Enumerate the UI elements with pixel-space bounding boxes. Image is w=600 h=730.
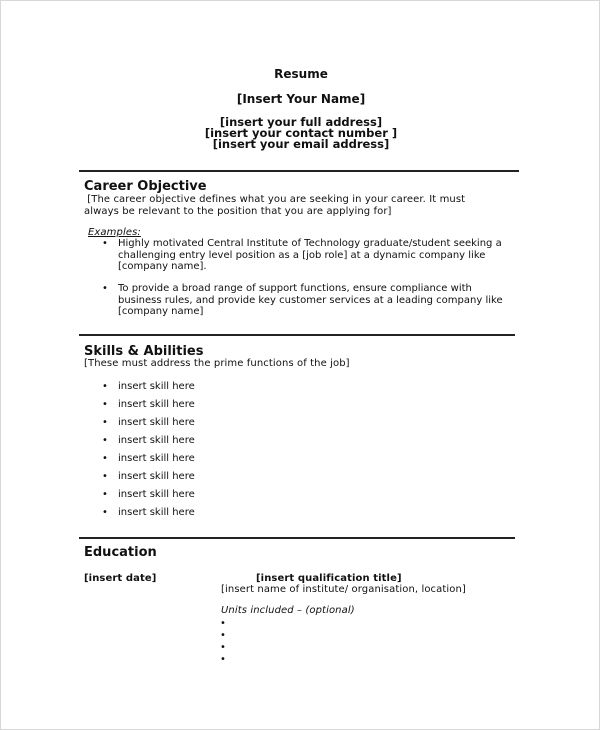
skill-item: insert skill here bbox=[118, 471, 195, 482]
divider bbox=[79, 170, 519, 172]
example-item: Highly motivated Central Institute of Technology graduate/student seeking a challenging entry level position as a [job role] at a dynamic company like [company name]. bbox=[118, 238, 502, 273]
skills-desc: [These must address the prime functions of the job] bbox=[84, 358, 350, 369]
divider bbox=[79, 537, 515, 539]
skills-heading: Skills & Abilities bbox=[84, 344, 204, 359]
address-placeholder: [insert your full address] bbox=[219, 115, 383, 129]
skill-item: insert skill here bbox=[118, 381, 195, 392]
career-objective-heading: Career Objective bbox=[84, 179, 207, 194]
institute-name: [insert name of institute/ organisation, location] bbox=[221, 584, 466, 595]
divider bbox=[79, 334, 515, 336]
bullet-icon: • bbox=[102, 471, 108, 482]
bullet-icon: • bbox=[220, 642, 226, 653]
name-placeholder: [Insert Your Name] bbox=[236, 92, 366, 106]
education-heading: Education bbox=[84, 545, 157, 560]
bullet-icon: • bbox=[102, 489, 108, 500]
qualification-title: [insert qualification title] bbox=[256, 573, 402, 584]
units-label: Units included – (optional) bbox=[221, 605, 355, 616]
education-date: [insert date] bbox=[84, 573, 157, 584]
contact-placeholder: [insert your contact number ] bbox=[204, 126, 398, 140]
bullet-icon: • bbox=[102, 417, 108, 428]
resume-title: Resume bbox=[274, 67, 328, 81]
career-desc-line1: [The career objective defines what you are seeking in your career. It must bbox=[84, 194, 466, 205]
skill-item: insert skill here bbox=[118, 399, 195, 410]
bullet-icon: • bbox=[102, 435, 108, 446]
skill-item: insert skill here bbox=[118, 507, 195, 518]
bullet-icon: • bbox=[102, 399, 108, 410]
email-placeholder: [insert your email address] bbox=[212, 137, 390, 151]
skill-item: insert skill here bbox=[118, 489, 195, 500]
bullet-icon: • bbox=[220, 618, 226, 629]
example-item: To provide a broad range of support functions, ensure compliance with business rules, and provide key customer services at a leading company like [company name] bbox=[118, 283, 503, 318]
bullet-icon: • bbox=[220, 654, 226, 665]
career-desc-line2: always be relevant to the position that you are applying for] bbox=[84, 206, 392, 217]
bullet-icon: • bbox=[102, 238, 108, 249]
bullet-icon: • bbox=[102, 381, 108, 392]
bullet-icon: • bbox=[102, 283, 108, 294]
bullet-icon: • bbox=[220, 630, 226, 641]
bullet-icon: • bbox=[102, 507, 108, 518]
bullet-icon: • bbox=[102, 453, 108, 464]
examples-label: Examples: bbox=[88, 227, 141, 238]
skill-item: insert skill here bbox=[118, 417, 195, 428]
skill-item: insert skill here bbox=[118, 435, 195, 446]
skill-item: insert skill here bbox=[118, 453, 195, 464]
